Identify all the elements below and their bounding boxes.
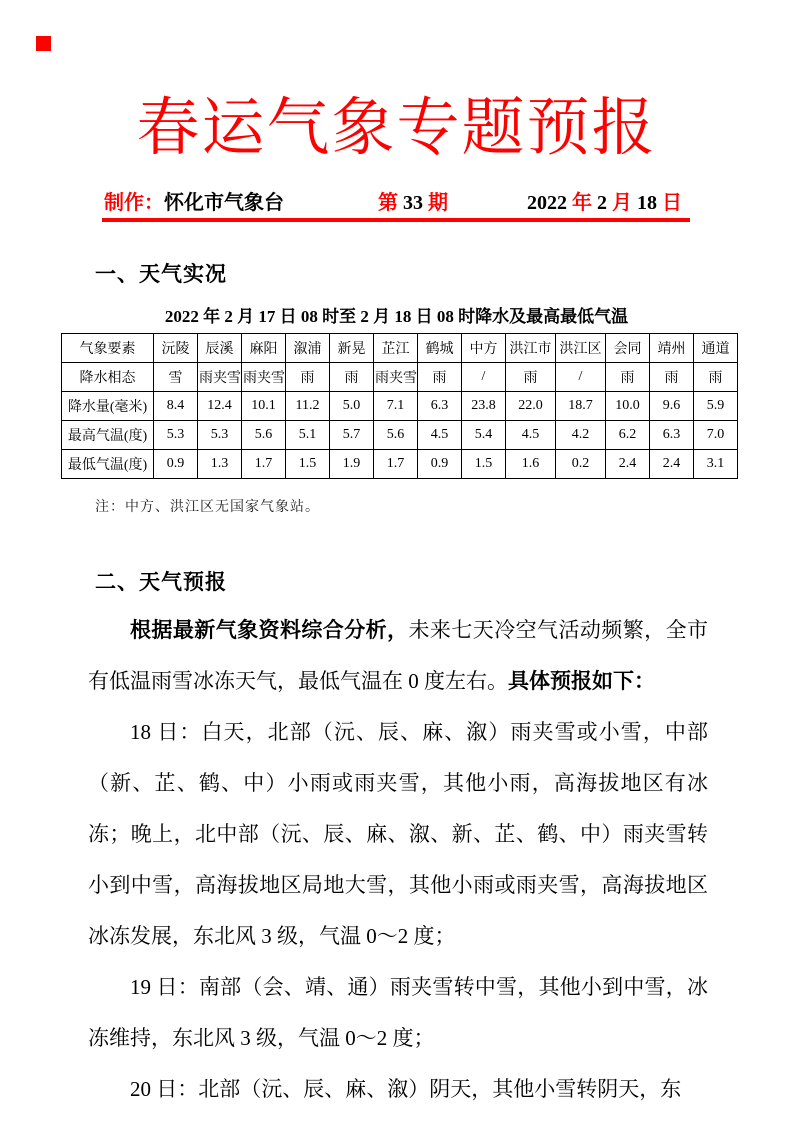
- table-row: [62, 363, 738, 392]
- table-cell: 雨夹雪: [242, 363, 286, 392]
- producer-label: 制作：: [104, 192, 164, 215]
- table-row-label: 最低气温(度): [62, 450, 154, 479]
- table-cell: 5.4: [462, 421, 506, 450]
- forecast-paragraph-day20: 20 日：北部（沅、辰、麻、溆）阴天，其他小雪转阴天，东: [130, 1077, 682, 1102]
- table-row: [62, 392, 738, 421]
- table-cell: 5.1: [286, 421, 330, 450]
- date-line: [527, 186, 682, 215]
- table-cell: 5.7: [330, 421, 374, 450]
- table-cell: 7.0: [694, 421, 738, 450]
- table-header-cell: 鹤城: [418, 334, 462, 363]
- date-month-unit: 月: [612, 192, 632, 215]
- table-cell: 10.1: [242, 392, 286, 421]
- forecast-body: [88, 605, 708, 1115]
- table-cell: 5.6: [374, 421, 418, 450]
- table-header-cell: 溆浦: [286, 334, 330, 363]
- table-cell: /: [462, 363, 506, 392]
- issue-suffix: 期: [428, 192, 448, 215]
- table-cell: 0.9: [418, 450, 462, 479]
- issue-prefix: 第: [378, 192, 398, 215]
- table-header-row: [62, 334, 738, 363]
- weather-table-title: 2022 年 2 月 17 日 08 时至 2 月 18 日 08 时降水及最高最低气温: [164, 307, 629, 327]
- forecast-paragraph-day18: 18 日：白天，北部（沅、辰、麻、溆）雨夹雪或小雪，中部（新、芷、鹤、中）小雨或雨夹雪，其他小雨，高海拔地区有冰冻；晚上，北中部（沅、辰、麻、溆、新、芷、鹤、中）雨夹雪转小到中雪，高海拔地区局地大雪，其他小雨或雨夹雪，高海拔地区冰冻发展，东北风 3 级，气温 0～2 度；: [88, 720, 708, 949]
- table-cell: 11.2: [286, 392, 330, 421]
- table-cell: 雨: [694, 363, 738, 392]
- table-row-label: 降水相态: [62, 363, 154, 392]
- date-day: 18: [637, 192, 657, 215]
- table-header-cell: 气象要素: [62, 334, 154, 363]
- masthead-divider: [102, 218, 690, 222]
- table-header-cell: 洪江区: [556, 334, 606, 363]
- table-cell: 0.9: [154, 450, 198, 479]
- section2-heading: 二、天气预报: [95, 570, 227, 595]
- table-cell: 4.5: [418, 421, 462, 450]
- table-cell: 7.1: [374, 392, 418, 421]
- table-cell: 1.7: [374, 450, 418, 479]
- table-cell: 12.4: [198, 392, 242, 421]
- table-cell: 3.1: [694, 450, 738, 479]
- table-cell: 4.2: [556, 421, 606, 450]
- table-cell: 2.4: [606, 450, 650, 479]
- table-header-cell: 芷江: [374, 334, 418, 363]
- table-header-cell: 中方: [462, 334, 506, 363]
- table-cell: 5.9: [694, 392, 738, 421]
- table-cell: 9.6: [650, 392, 694, 421]
- table-cell: 6.3: [418, 392, 462, 421]
- table-cell: 22.0: [506, 392, 556, 421]
- table-cell: 8.4: [154, 392, 198, 421]
- intro-middle: 未来七天冷空气活动频繁，全市有低温雨雪冰冻天气，最低气温在 0 度左右。: [88, 618, 708, 694]
- table-cell: 1.7: [242, 450, 286, 479]
- table-header-cell: 洪江市: [506, 334, 556, 363]
- weather-table: [61, 333, 738, 479]
- table-header-cell: 辰溪: [198, 334, 242, 363]
- table-cell: 雨夹雪: [374, 363, 418, 392]
- table-header-cell: 靖州: [650, 334, 694, 363]
- table-header-cell: 新晃: [330, 334, 374, 363]
- table-row: [62, 450, 738, 479]
- table-cell: 雨: [330, 363, 374, 392]
- table-cell: 0.2: [556, 450, 606, 479]
- producer-name: 怀化市气象台: [164, 192, 284, 215]
- table-cell: 1.3: [198, 450, 242, 479]
- table-cell: 5.3: [154, 421, 198, 450]
- section1-heading: 一、天气实况: [95, 262, 227, 287]
- date-year: 2022: [527, 192, 567, 215]
- intro-lead: 根据最新气象资料综合分析，: [130, 618, 409, 643]
- table-cell: 10.0: [606, 392, 650, 421]
- table-cell: 23.8: [462, 392, 506, 421]
- table-row: [62, 421, 738, 450]
- forecast-intro: [88, 605, 708, 707]
- table-row-label: 降水量(毫米): [62, 392, 154, 421]
- table-cell: 雨: [606, 363, 650, 392]
- table-header-cell: 沅陵: [154, 334, 198, 363]
- producer-line: [104, 186, 284, 215]
- masthead: [0, 186, 793, 218]
- table-header-cell: 会同: [606, 334, 650, 363]
- red-square-marker-icon: [36, 36, 51, 51]
- table-cell: 5.3: [198, 421, 242, 450]
- forecast-paragraph-day19: 19 日：南部（会、靖、通）雨夹雪转中雪，其他小到中雪，冰冻维持，东北风 3 级，气温 0～2 度；: [88, 975, 708, 1051]
- issue-number: 33: [403, 192, 423, 215]
- table-footnote: 注：中方、洪江区无国家气象站。: [95, 500, 320, 516]
- table-cell: 6.3: [650, 421, 694, 450]
- table-header-cell: 通道: [694, 334, 738, 363]
- page-title: 春运气象专题预报: [136, 93, 657, 163]
- table-cell: 雨: [286, 363, 330, 392]
- date-day-unit: 日: [662, 192, 682, 215]
- table-cell: 5.6: [242, 421, 286, 450]
- date-year-unit: 年: [572, 192, 592, 215]
- table-cell: 雪: [154, 363, 198, 392]
- table-cell: 1.6: [506, 450, 556, 479]
- table-header-cell: 麻阳: [242, 334, 286, 363]
- intro-tail: 具体预报如下：: [508, 669, 655, 694]
- table-cell: 雨: [650, 363, 694, 392]
- table-cell: 雨夹雪: [198, 363, 242, 392]
- table-cell: 6.2: [606, 421, 650, 450]
- table-cell: 4.5: [506, 421, 556, 450]
- date-month: 2: [597, 192, 607, 215]
- table-cell: 5.0: [330, 392, 374, 421]
- table-row-label: 最高气温(度): [62, 421, 154, 450]
- table-cell: 18.7: [556, 392, 606, 421]
- table-cell: 雨: [418, 363, 462, 392]
- table-cell: 1.5: [462, 450, 506, 479]
- table-cell: /: [556, 363, 606, 392]
- table-cell: 1.9: [330, 450, 374, 479]
- table-cell: 2.4: [650, 450, 694, 479]
- issue-line: [378, 186, 448, 215]
- table-cell: 1.5: [286, 450, 330, 479]
- table-cell: 雨: [506, 363, 556, 392]
